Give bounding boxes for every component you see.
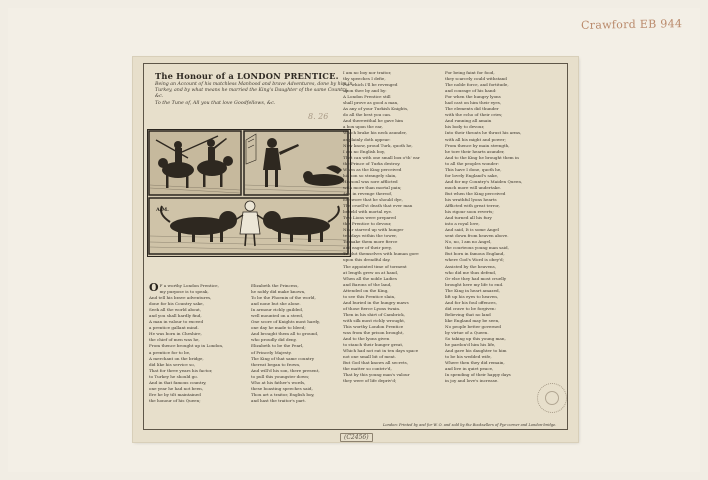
- verse-line: who did me thus defend,: [445, 269, 497, 275]
- verse-line: Which had not eat in ten days space: [343, 348, 419, 354]
- verse-line: of those fierce Lyons twain.: [343, 305, 401, 311]
- verse-line: When all the noble Ladies: [343, 275, 397, 281]
- verse-line: When as the King perceived: [343, 166, 402, 172]
- verse-line: Ere he by tilt maintained: [149, 391, 201, 397]
- verse-line: Then in his shirt of Cambrick,: [343, 311, 405, 317]
- verse-line: one day he made to bleed;: [251, 325, 306, 331]
- verse-line: and none but she alone.: [251, 301, 301, 307]
- verse-line: And buried in the hungry maws: [343, 299, 409, 305]
- verse-line: to be his wedded wife,: [445, 354, 492, 360]
- verse-line: For being faint for food,: [445, 70, 495, 75]
- verse-line: Thou art a traitor, English boy,: [251, 391, 315, 397]
- verse-line: Elizabeth the Princess,: [251, 283, 299, 288]
- verse-line: A merchant on the bridge,: [149, 355, 204, 361]
- verse-line: He was born in Cheshire,: [149, 331, 202, 337]
- ballad-title: The Honour of a LONDON PRENTICE.: [155, 71, 339, 81]
- verse-line: my purpose is to speak,: [159, 289, 209, 295]
- verse-line: Attended on the King,: [343, 287, 389, 293]
- verse-line: And will'd his son, there present,: [251, 367, 320, 373]
- verse-line: they were of life depriv'd;: [343, 378, 397, 384]
- verse-line: done for his Country sake,: [149, 301, 204, 307]
- verse-line: and live in quiet peace,: [445, 366, 494, 372]
- verse-line: The King in heart amazed,: [445, 287, 500, 293]
- ballad-tune: To the Tune of, All you that love Goodfellows, &c.: [155, 101, 276, 106]
- verse-line: for lovely England's sake,: [445, 172, 499, 178]
- verse-line: a prentice for to be,: [149, 349, 191, 355]
- verse-line: And therewithal he gave him: [343, 118, 404, 124]
- verse-line: thy speeches I defie,: [343, 76, 386, 82]
- verse-line: the courteous young man said,: [445, 245, 509, 251]
- verse-line: did crave to be forgiven:: [445, 305, 496, 311]
- verse-line: And for my Country's Maiden Queen,: [445, 178, 523, 184]
- verse-line: Elizabeth to be the Pearl,: [251, 343, 304, 349]
- verse-line: Believing that no land: [445, 311, 491, 317]
- verse-line: with more than mortal pain;: [343, 184, 402, 190]
- verse-line: upon this dreadful day.: [343, 257, 391, 263]
- verse-line: One score of Knights most hardy,: [251, 319, 320, 325]
- verse-line: not one small bit of meat.: [343, 354, 397, 360]
- verse-line: Now know, proud Turk, quoth he,: [343, 142, 413, 148]
- verse-line: But born in famous England,: [445, 251, 505, 257]
- verse-line: lift up his eyes to heaven,: [445, 293, 499, 299]
- verse-line: by virtue of a Queen.: [445, 330, 489, 336]
- catalogue-mark: (C2456): [340, 433, 373, 442]
- verse-line: of Princely Majesty.: [251, 349, 292, 355]
- verse-line: And for his foul offences,: [445, 299, 497, 305]
- verse-line: Afflicted with great terror,: [445, 203, 500, 209]
- verse-line: That for three years his factor,: [149, 367, 213, 373]
- verse-line: they scarcely could withstand: [445, 76, 507, 82]
- verse-line: to all the peoples wonder:: [445, 160, 500, 166]
- verse-line: much more will undertake.: [445, 184, 502, 190]
- drop-cap: O: [149, 281, 159, 294]
- verse-line: in joy and love's increase.: [445, 378, 499, 384]
- imprint-line: London: Printed by and for W. O. and sold by the Booksellers of Pye-corner and London-bridge.: [383, 423, 557, 427]
- verse-line: well mounted on a steed,: [251, 313, 304, 319]
- verse-line: he tore their hearts asunder,: [445, 148, 505, 154]
- verse-line: Two Lions were prepared: [343, 215, 397, 221]
- verse-line: Or else they had most cruelly: [445, 275, 507, 281]
- verse-line: to pull this youngster down;: [251, 373, 310, 379]
- verse-line: the matter so contriv'd,: [343, 366, 392, 372]
- verse-line: and courage of his hand:: [445, 88, 497, 94]
- verse-column-3: [343, 70, 453, 384]
- verse-line: his wrathful lyons hearts: [445, 196, 497, 202]
- verse-line: As any of your Turkish Knights,: [343, 106, 409, 112]
- verse-line: and you shall hardly find,: [149, 313, 202, 319]
- verse-line: And in revenge thereof,: [343, 190, 393, 196]
- verse-line: with all his might and power;: [445, 136, 506, 142]
- verse-line: From thence by main strength,: [445, 142, 510, 148]
- verse-line: sent down from heaven above.: [445, 233, 509, 239]
- verse-line: ten days within the tower,: [343, 233, 397, 239]
- verse-line: I am no English boy,: [343, 148, 386, 154]
- verse-line: To glut themselves with human gore: [343, 251, 419, 257]
- verse-line: with silk most richly wrought,: [343, 317, 406, 323]
- verse-line: a box upon the ear,: [343, 124, 383, 130]
- ballad-subtitle: Being an Account of his matchless Manhood and brave Adventures, done by him in Turkey, and by what means he married the King's Daughter of the same Country, &c.: [155, 82, 353, 99]
- verse-line: But God that knows all secrets,: [343, 360, 409, 366]
- verse-line: No, no, I am no Angel,: [445, 239, 492, 245]
- verse-line: to stanch their hunger great,: [343, 342, 404, 348]
- mount-board: [8, 8, 700, 472]
- verse-line: his son so strangely slain,: [343, 172, 397, 178]
- verse-line: beheld with mortal eye.: [343, 209, 393, 215]
- verse-line: who proudly did deny,: [251, 337, 297, 343]
- verse-line: his body to devour,: [445, 124, 485, 130]
- verse-line: shall prove as good a man,: [343, 100, 399, 106]
- verse-line: had cast on him their eyes,: [445, 100, 502, 106]
- verse-line: The appointed time of torment: [343, 263, 407, 269]
- verse-line: these boasting speeches said,: [251, 385, 313, 391]
- verse-line: where God's Word is obey'd;: [445, 257, 505, 263]
- verse-line: Assisted by the heavens,: [445, 263, 497, 269]
- library-stamp: [537, 383, 567, 413]
- verse-line: And to the lyons given: [343, 336, 390, 342]
- woodcut-illustration: [147, 129, 351, 257]
- verse-column-1: [149, 283, 249, 404]
- verse-line: at length grew on at hand,: [343, 269, 399, 275]
- verse-line: No people better governed: [445, 323, 501, 329]
- verse-line: For when the hungry lyons: [445, 94, 501, 100]
- verse-line: The King of that same country: [251, 355, 315, 361]
- verse-line: Who at his father's words,: [251, 379, 306, 385]
- pencil-annotation: Crawford EB 944: [580, 17, 683, 32]
- verse-line: do all the best you can.: [343, 112, 392, 118]
- verse-line: This worthy London Prentice: [343, 323, 404, 329]
- verse-line: Which brake his neck asunder,: [343, 130, 407, 136]
- verse-line: This have I done, quoth he,: [445, 166, 502, 172]
- verse-line: And brought them all to ground,: [251, 331, 319, 337]
- verse-line: I am no boy nor traitor,: [343, 70, 392, 75]
- verse-line: And to the King he brought them in: [445, 154, 519, 160]
- verse-line: That by this young man's valour: [343, 372, 410, 378]
- verse-line: and Barons of the land,: [343, 281, 392, 287]
- verse-line: In armour richly guilded,: [251, 307, 304, 313]
- verse-line: and hast the traitor's part.: [251, 397, 307, 403]
- verse-line: A man in valour to exceed: [149, 319, 204, 325]
- verse-line: But when the King perceived: [445, 190, 506, 196]
- verse-line: So taking up this young man,: [445, 336, 506, 342]
- broadside-sheet: [133, 57, 578, 442]
- verse-line: a prentice gallant mind.: [149, 325, 199, 331]
- verse-line: into a royal love,: [445, 221, 480, 227]
- woodcut-initials: A.M.: [156, 207, 169, 213]
- verse-line: That can with one small box o'th' ear: [343, 154, 420, 160]
- verse-line: like England may be seen,: [445, 317, 500, 323]
- verse-line: And tell his brave adventures,: [149, 295, 212, 301]
- verse-line: The noble force, and fortitude,: [445, 82, 509, 88]
- verse-line: To be the Phoenix of the world,: [251, 295, 316, 301]
- verse-line: with the echo of their cries;: [445, 112, 503, 118]
- verse-line: To make them more fierce: [343, 239, 398, 245]
- verse-line: he nobly did make known,: [251, 289, 306, 295]
- verse-line: The elements did thunder: [445, 106, 499, 112]
- verse-line: did like his service so,: [149, 361, 196, 367]
- verse-line: thereat began to frown,: [251, 361, 301, 367]
- verse-line: And running all amain: [445, 118, 492, 124]
- verse-line: brought here my life to end.: [445, 281, 504, 287]
- pencil-number: 8. 26: [308, 112, 329, 121]
- verse-line: His soul was sore afflicted: [343, 178, 398, 184]
- verse-line: In spending of their happy days: [445, 372, 511, 378]
- verse-column-4: [445, 70, 565, 384]
- verse-line: Where then they did remain,: [445, 360, 505, 366]
- verse-column-2: [251, 283, 351, 404]
- verse-line: to Turkey he should go.: [149, 373, 198, 379]
- verse-line: And gave his daughter to him: [445, 348, 507, 354]
- verse-line: Near starved up with hunger: [343, 227, 404, 233]
- verse-line: A London Prentice still: [343, 94, 391, 100]
- verse-line: the chief of men was he,: [149, 337, 200, 343]
- verse-line: From thence brought up in London,: [149, 343, 224, 349]
- verse-line: as plainly doth appear:: [343, 136, 391, 142]
- verse-line: F a worthy London Prentice,: [159, 283, 219, 288]
- verse-line: And in that famous country,: [149, 379, 207, 385]
- verse-line: And turned all his fury: [445, 215, 492, 221]
- verse-line: was from the prison brought,: [343, 330, 404, 336]
- verse-line: Into their throats he thrust his arms,: [445, 130, 522, 136]
- verse-line: one year he had not been,: [149, 385, 204, 391]
- verse-line: And said, It is some Angel: [445, 227, 499, 233]
- verse-line: he swore that he should dye,: [343, 196, 403, 202]
- verse-line: the Prince of Turks destroy.: [343, 160, 401, 166]
- verse-line: his rigour soon reverts;: [445, 209, 494, 215]
- verse-line: he pardon'd him his life,: [445, 342, 496, 348]
- verse-line: this Prentice to devour,: [343, 221, 392, 227]
- verse-line: upon thee by and by:: [343, 88, 387, 94]
- title-block: [155, 71, 355, 106]
- verse-line: to see this Prentice slain,: [343, 293, 396, 299]
- verse-line: the honour of his Queen;: [149, 397, 201, 403]
- woodcut-image: [148, 130, 350, 256]
- verse-line: The cruell'st death that ever man: [343, 203, 413, 209]
- verse-line: For which I'll be revenged: [343, 82, 398, 88]
- verse-line: Seek all the world about,: [149, 307, 202, 313]
- verse-line: and eager of their prey,: [343, 245, 392, 251]
